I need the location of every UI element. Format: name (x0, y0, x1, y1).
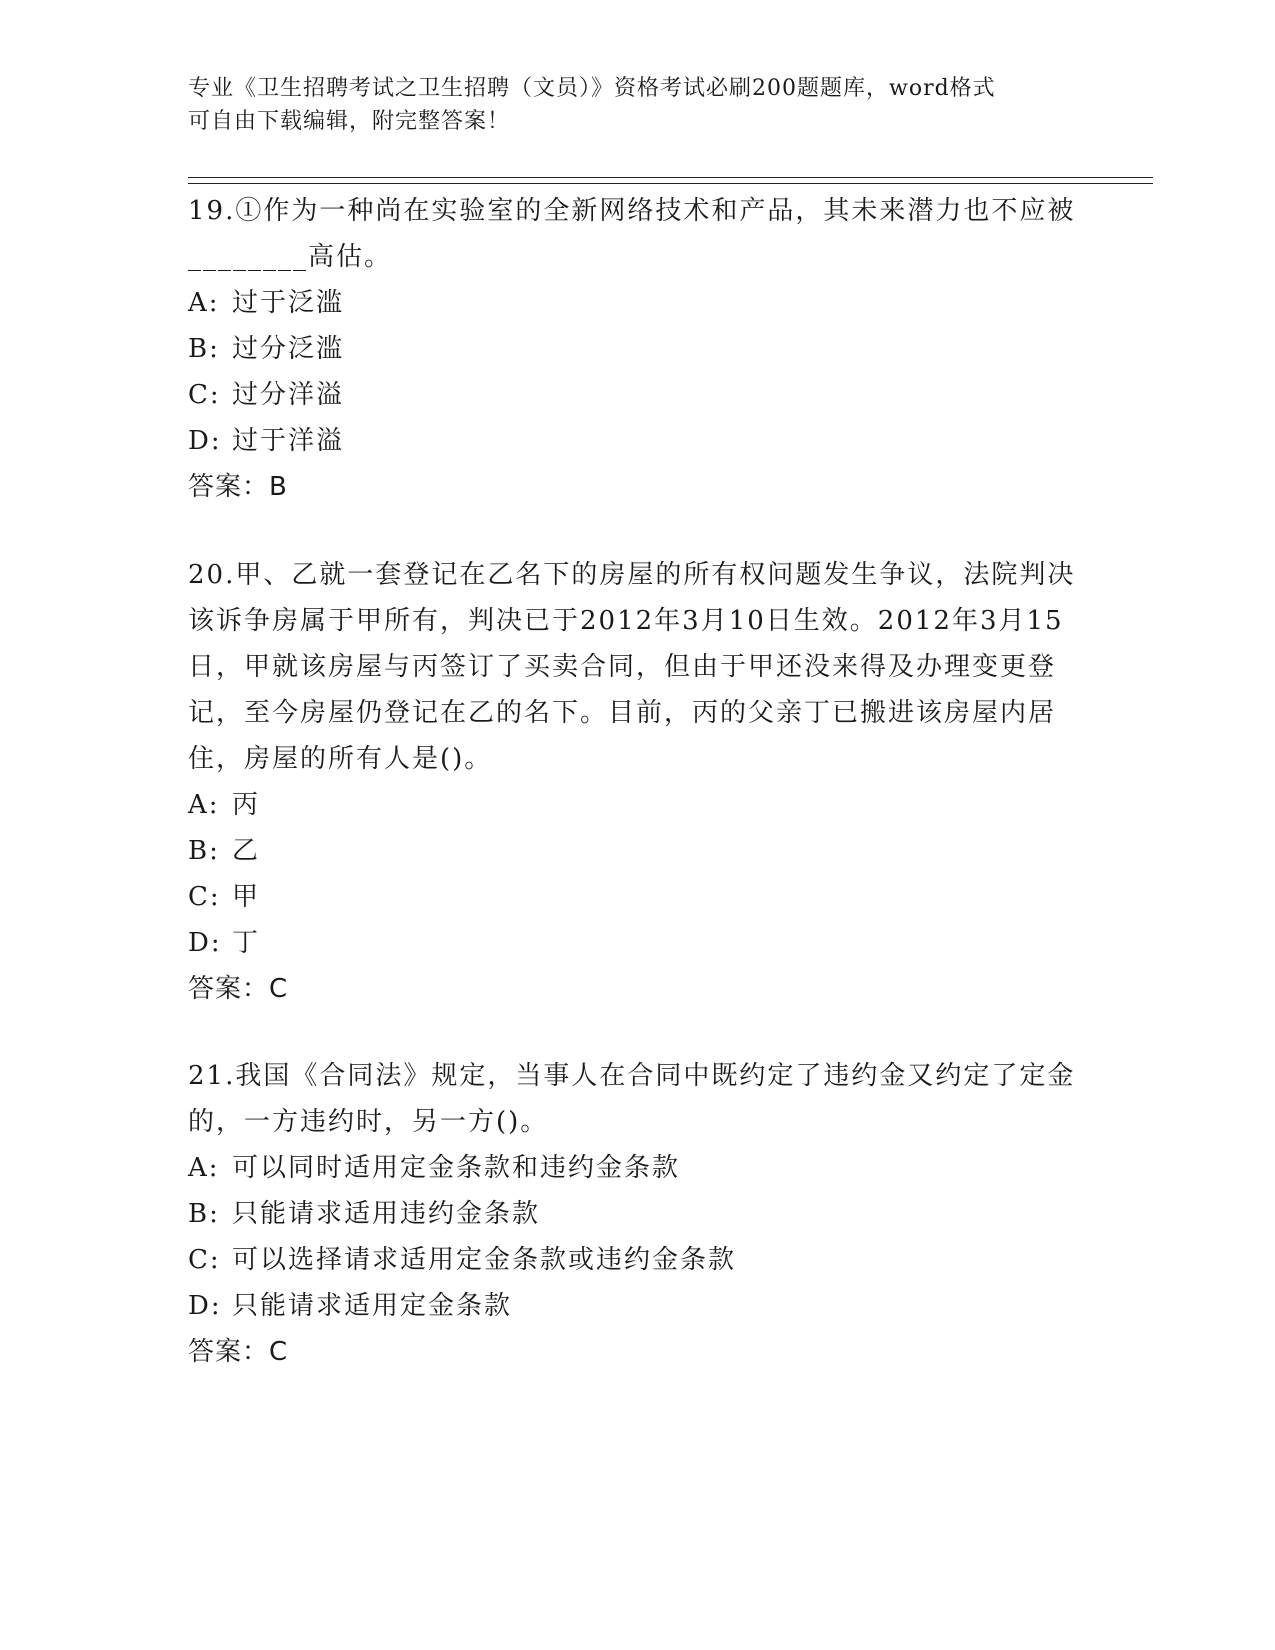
option-text: 过分泛滥 (232, 334, 345, 364)
answer: 答案：C (188, 1337, 289, 1367)
option-text: 甲 (232, 882, 261, 912)
answer: 答案：B (188, 472, 288, 502)
option-letter: B: (188, 836, 220, 866)
option-text: 可以选择请求适用定金条款或违约金条款 (232, 1245, 737, 1275)
option-letter: D: (188, 1291, 222, 1321)
option-text: 丙 (232, 790, 261, 820)
option-text: 只能请求适用定金条款 (232, 1291, 513, 1321)
option-text: 只能请求适用违约金条款 (232, 1199, 541, 1229)
option-letter: A: (188, 288, 220, 318)
question-20 (188, 552, 1088, 1012)
question-stem: 20.甲、乙就一套登记在乙名下的房屋的所有权问题发生争议，法院判决该诉争房属于甲所有，判决已于2012年3月10日生效。2012年3月15日，甲就该房屋与丙签订了买卖合同，但由于甲还没来得及办理变更登记，至今房屋仍登记在乙的名下。目前，丙的父亲丁已搬进该房屋内居住，房屋的所有人是()。 (188, 560, 1076, 774)
option-letter: D: (188, 426, 222, 456)
option-letter: B: (188, 1199, 220, 1229)
question-21 (188, 1053, 1088, 1375)
option-d (188, 1283, 1088, 1329)
option-letter: C: (188, 882, 221, 912)
header-divider-top (188, 177, 1153, 178)
option-b (188, 828, 1088, 874)
answer: 答案：C (188, 974, 289, 1004)
option-letter: A: (188, 1153, 220, 1183)
option-d (188, 920, 1088, 966)
option-text: 过分洋溢 (232, 380, 345, 410)
option-text: 乙 (232, 836, 261, 866)
option-letter: C: (188, 1245, 221, 1275)
header-divider-bottom (188, 183, 1153, 184)
option-a (188, 280, 1088, 326)
header-line-2: 可自由下载编辑，附完整答案！ (188, 109, 511, 134)
option-letter: B: (188, 334, 220, 364)
question-stem: 19.①作为一种尚在实验室的全新网络技术和产品，其未来潜力也不应被________高估。 (188, 196, 1076, 272)
option-c (188, 372, 1088, 418)
option-letter: A: (188, 790, 220, 820)
option-a (188, 1145, 1088, 1191)
option-c (188, 874, 1088, 920)
option-text: 过于洋溢 (232, 426, 345, 456)
question-stem: 21.我国《合同法》规定，当事人在合同中既约定了违约金又约定了定金的，一方违约时，另一方()。 (188, 1061, 1076, 1137)
option-b (188, 1191, 1088, 1237)
option-letter: D: (188, 928, 222, 958)
option-text: 丁 (232, 928, 261, 958)
option-a (188, 782, 1088, 828)
option-letter: C: (188, 380, 221, 410)
option-text: 可以同时适用定金条款和违约金条款 (232, 1153, 681, 1183)
header-line-1: 专业《卫生招聘考试之卫生招聘（文员）》资格考试必刷200题题库，word格式 (188, 76, 996, 101)
option-c (188, 1237, 1088, 1283)
option-text: 过于泛滥 (232, 288, 345, 318)
option-d (188, 418, 1088, 464)
question-19 (188, 188, 1088, 510)
option-b (188, 326, 1088, 372)
document-header (188, 72, 1068, 138)
